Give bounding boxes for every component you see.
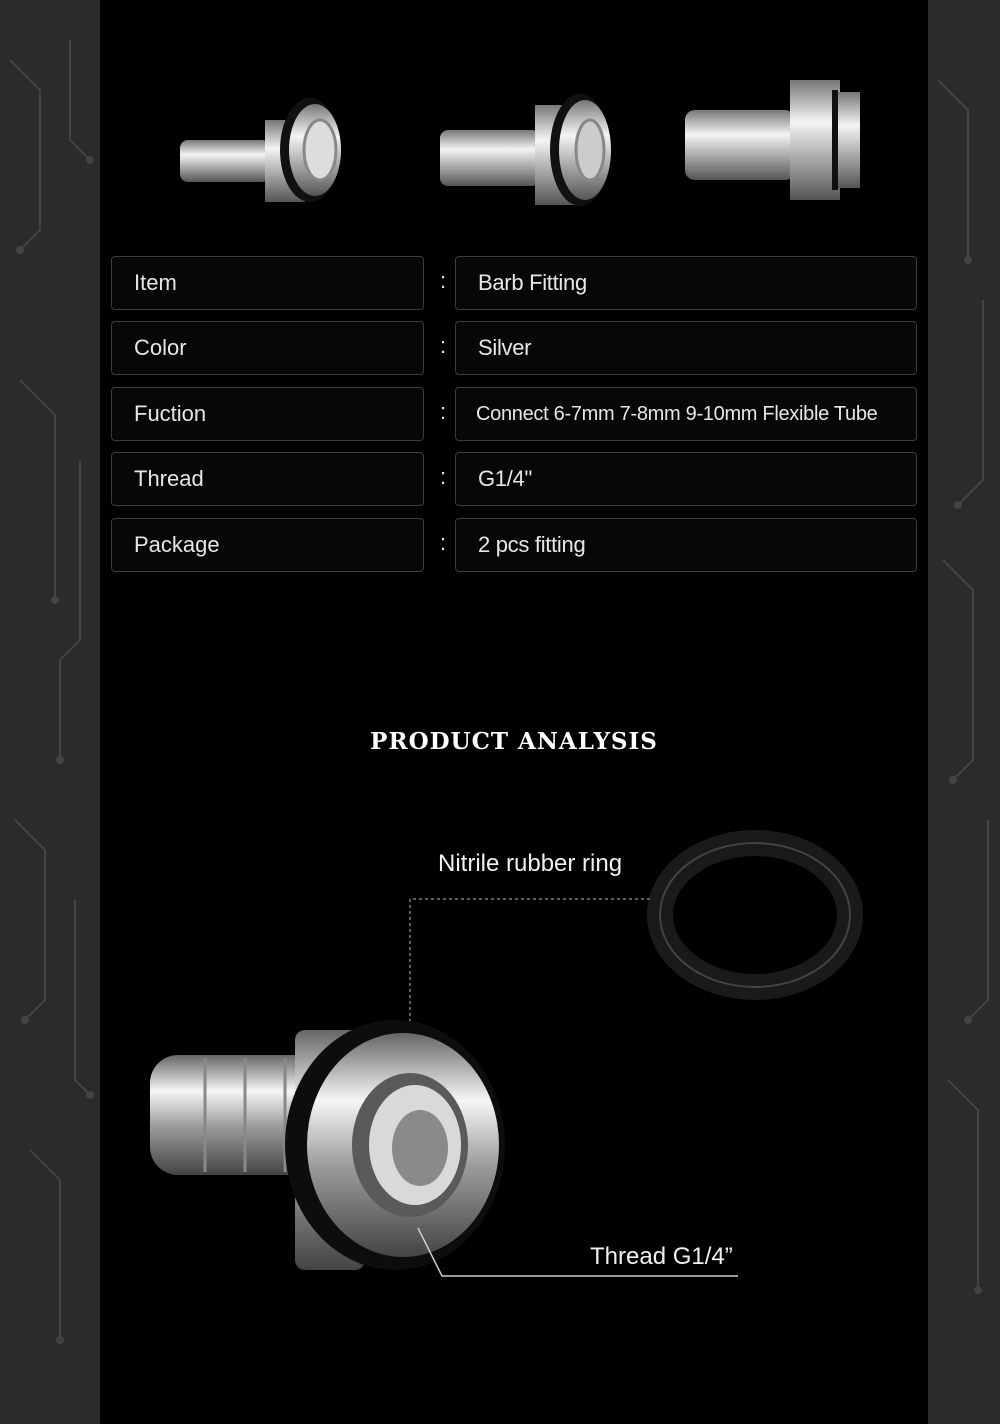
rubber-ring-photo: [645, 830, 865, 1010]
spec-row-thread: [100, 452, 928, 508]
spec-value: Silver: [455, 321, 917, 375]
spec-value: Barb Fitting: [455, 256, 917, 310]
circuit-pattern-right: [928, 0, 1000, 1424]
spec-separator: :: [440, 333, 447, 358]
spec-label: Fuction: [111, 387, 424, 441]
spec-label: Color: [111, 321, 424, 375]
spec-separator: :: [440, 399, 447, 424]
spec-separator: :: [440, 530, 447, 555]
spec-label: Thread: [111, 452, 424, 506]
spec-separator: :: [440, 268, 447, 293]
barb-fitting-photo-3: [680, 70, 880, 220]
product-photos: [100, 70, 928, 220]
spec-value: Connect 6-7mm 7-8mm 9-10mm Flexible Tube: [455, 387, 917, 441]
main-panel: [100, 0, 928, 1424]
spec-separator: :: [440, 464, 447, 489]
barb-fitting-photo-2: [430, 70, 630, 220]
circuit-pattern-left: [0, 0, 100, 1424]
spec-row-item: [100, 256, 928, 312]
circuit-lines-right: [928, 0, 1000, 1424]
section-title: PRODUCT ANALYSIS: [370, 728, 658, 755]
spec-value: 2 pcs fitting: [455, 518, 917, 572]
spec-row-package: [100, 518, 928, 574]
spec-value: G1/4": [455, 452, 917, 506]
barb-fitting-photo-1: [170, 70, 370, 220]
circuit-lines-left: [0, 0, 100, 1424]
thread-callout-label: Thread G1/4”: [590, 1243, 733, 1270]
ring-callout-label: Nitrile rubber ring: [438, 850, 623, 877]
spec-row-function: [100, 387, 928, 443]
spec-label: Item: [111, 256, 424, 310]
spec-label: Package: [111, 518, 424, 572]
spec-row-color: [100, 321, 928, 377]
